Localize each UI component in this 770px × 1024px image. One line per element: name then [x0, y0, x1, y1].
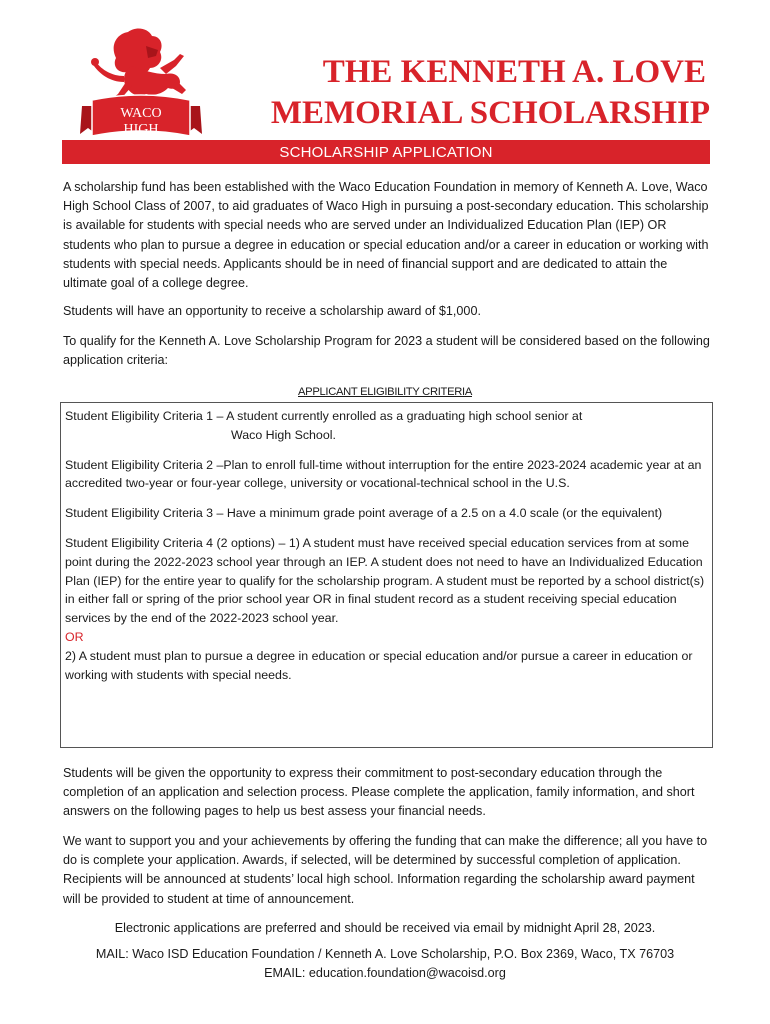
commitment-paragraph: Students will be given the opportunity to express their commitment to post-secondary education through the completion of an application and selection process. Please complete the application, family information, and short answers on the following pages to help us best assess your financial needs.	[63, 766, 695, 819]
intro-paragraph: A scholarship fund has been established with the Waco Education Foundation in memory of Kenneth A. Love, Waco High School Class of 2007, to aid graduates of Waco High in pursuing a post-secondary education. This scholarship is available for students with special needs who are served under an Individualized Education Plan (IEP) OR students who plan to pursue a degree in education or special education and/or a career in education or working with students with special needs. Applicants should be in need of financial support and are dedicated to attain the ultimate goal of a college degree.	[63, 180, 709, 291]
criteria-1	[65, 407, 708, 445]
criteria-4-option-2: 2) A student must plan to pursue a degree in education or special education and/or pursue a career in education or working with students with special needs.	[65, 648, 693, 682]
criteria-heading: APPLICANT ELIGIBILITY CRITERIA	[298, 386, 472, 398]
section-banner: SCHOLARSHIP APPLICATION	[62, 140, 710, 164]
title-line-1: THE KENNETH A. LOVE	[322, 54, 706, 90]
waco-high-lion-logo	[76, 24, 206, 146]
criteria-box	[60, 402, 713, 748]
criteria-1-text: Student Eligibility Criteria 1 – A student currently enrolled as a graduating high school senior at	[65, 409, 583, 423]
title-line-2: MEMORIAL SCHOLARSHIP	[270, 95, 710, 131]
criteria-1-continuation: Waco High School.	[231, 427, 336, 442]
award-paragraph: Students will have an opportunity to receive a scholarship award of $1,000.	[63, 304, 481, 318]
logo-text-high: HIGH	[123, 122, 159, 137]
footer-email: EMAIL: education.foundation@wacoisd.org	[264, 966, 506, 980]
criteria-2: Student Eligibility Criteria 2 –Plan to enroll full-time without interruption for the entire 2023-2024 academic year at an accredited two-year or four-year college, university or vocational-technical school in the U.S.	[65, 457, 702, 491]
qualify-paragraph: To qualify for the Kenneth A. Love Scholarship Program for 2023 a student will be considered based on the following application criteria:	[63, 334, 710, 368]
page-title	[240, 52, 710, 134]
support-paragraph: We want to support you and your achievements by offering the funding that can make the difference; all you have to do is complete your application. Awards, if selected, will be determined by successful completion of application. Recipients will be announced at students’ local high school. Information regarding the scholarship award payment will be provided to student at time of announcement.	[63, 834, 708, 906]
logo-text-waco: WACO	[120, 106, 162, 121]
criteria-4-or: OR	[65, 629, 84, 644]
footer-mail-address: MAIL: Waco ISD Education Foundation / Kenneth A. Love Scholarship, P.O. Box 2369, Waco, TX 76703	[95, 947, 675, 961]
criteria-3: Student Eligibility Criteria 3 – Have a minimum grade point average of a 2.5 on a 4.0 scale (or the equivalent)	[65, 506, 663, 521]
criteria-4	[65, 534, 708, 684]
footer-deadline: Electronic applications are preferred and should be received via email by midnight April 28, 2023.	[114, 921, 656, 935]
criteria-4-option-1: Student Eligibility Criteria 4 (2 options) – 1) A student must have received special education services from at some point during the 2022-2023 school year through an IEP. A student does not need to have an Individualized Education Plan (IEP) for the entire year to qualify for the scholarship program. A student must be reported by a school district(s) in either fall or spring of the prior school year OR in final student record as a student receiving special education services by the end of the 2022-2023 school year.	[65, 535, 705, 626]
